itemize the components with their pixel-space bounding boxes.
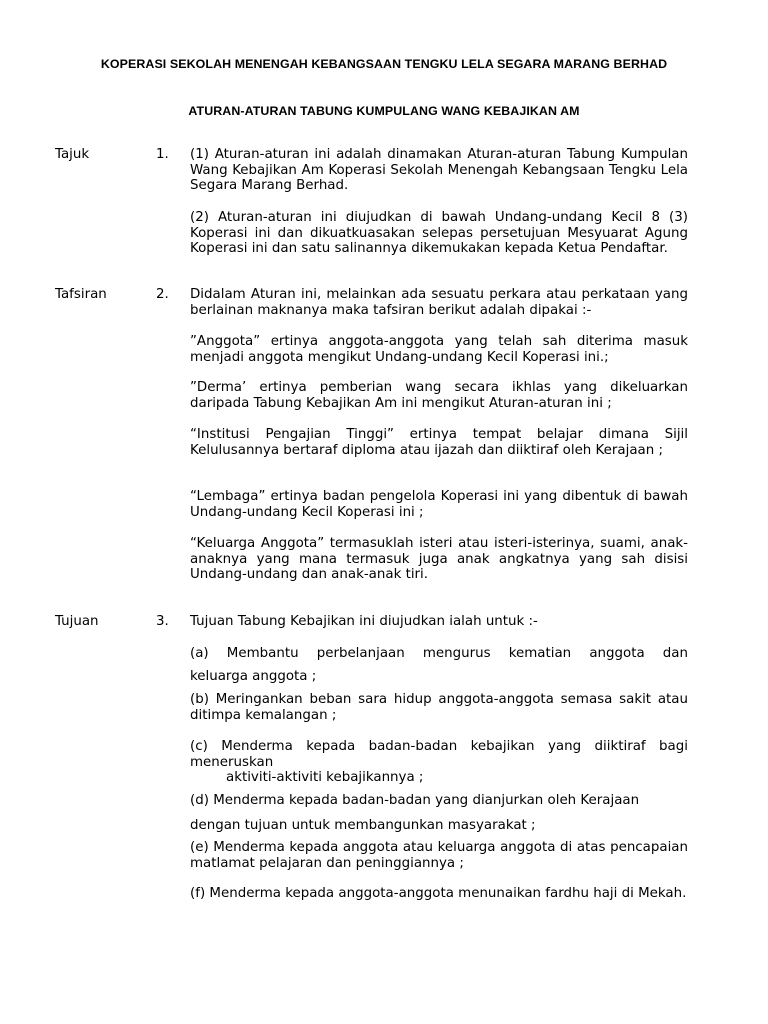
organization-title: KOPERASI SEKOLAH MENENGAH KEBANGSAAN TENGKU LELA SEGARA MARANG BERHAD — [100, 57, 668, 71]
tujuan-item-a-word: mengurus — [422, 646, 491, 661]
tujuan-item-c: (c) Menderma kepada badan-badan kebajikan yang diiktiraf bagi meneruskan — [190, 739, 688, 770]
definition-institusi: “Institusi Pengajian Tinggi” ertinya tempat belajar dimana Sijil Kelulusannya bertaraf diploma atau ijazah dan diiktiraf oleh Kerajaan ; — [190, 427, 688, 458]
document-title: ATURAN-ATURAN TABUNG KUMPULANG WANG KEBAJIKAN AM — [188, 104, 580, 118]
section-number-1: 1. — [156, 147, 169, 162]
definition-anggota: ”Anggota” ertinya anggota-anggota yang telah sah diterima masuk menjadi anggota mengikut Undang-undang Kecil Koperasi ini.; — [190, 334, 688, 365]
tujuan-item-a-continuation: keluarga anggota ; — [190, 669, 317, 684]
tujuan-item-a-word: Membantu — [226, 646, 299, 661]
tujuan-item-a-line1 — [190, 646, 688, 662]
definition-lembaga: “Lembaga” ertinya badan pengelola Koperasi ini yang dibentuk di bawah Undang-undang Kecil Koperasi ini ; — [190, 489, 688, 520]
section-number-3: 3. — [156, 614, 169, 629]
tujuan-item-a-word: kematian — [508, 646, 572, 661]
tafsiran-intro: Didalam Aturan ini, melainkan ada sesuatu perkara atau perkataan yang berlainan maknanya maka tafsiran berikut adalah dipakai :- — [190, 287, 688, 318]
tajuk-clause-1: (1) Aturan-aturan ini adalah dinamakan Aturan-aturan Tabung Kumpulan Wang Kebajikan Am Koperasi Sekolah Menengah Kebangsaan Tengku Lela Segara Marang Berhad. — [190, 147, 688, 193]
tujuan-item-a-word: perbelanjaan — [316, 646, 405, 661]
tajuk-clause-2: (2) Aturan-aturan ini diujudkan di bawah Undang-undang Kecil 8 (3) Koperasi ini dan dikuatkuasakan selepas persetujuan Mesyuarat Agung Koperasi ini dan satu salinannya dikemukakan kepada Ketua Pendaftar. — [190, 210, 688, 256]
tujuan-item-a — [190, 646, 688, 662]
tujuan-item-a-word: dan — [662, 646, 688, 661]
definition-derma: ”Derma’ ertinya pemberian wang secara ikhlas yang dikeluarkan daripada Tabung Kebajikan Am ini mengikut Aturan-aturan ini ; — [190, 380, 688, 411]
tujuan-item-d-continuation: dengan tujuan untuk membangunkan masyarakat ; — [190, 818, 536, 833]
tujuan-item-c-continuation: aktiviti-aktiviti kebajikannya ; — [226, 770, 424, 785]
tujuan-item-e: (e) Menderma kepada anggota atau keluarga anggota di atas pencapaian matlamat pelajaran dan peninggiannya ; — [190, 840, 688, 871]
tujuan-item-f: (f) Menderma kepada anggota-anggota menunaikan fardhu haji di Mekah. — [190, 886, 687, 901]
tujuan-item-a-marker: (a) — [190, 646, 209, 661]
section-label-tajuk: Tajuk — [55, 147, 90, 162]
section-label-tujuan: Tujuan — [55, 614, 99, 629]
tujuan-intro: Tujuan Tabung Kebajikan ini diujudkan ialah untuk :- — [190, 614, 538, 629]
tujuan-item-a-word: anggota — [589, 646, 645, 661]
tujuan-item-b: (b) Meringankan beban sara hidup anggota-anggota semasa sakit atau ditimpa kemalangan ; — [190, 692, 688, 723]
section-number-2: 2. — [156, 287, 169, 302]
definition-keluarga: “Keluarga Anggota” termasuklah isteri atau isteri-isterinya, suami, anak-anaknya yang mana termasuk juga anak angkatnya yang sah disisi Undang-undang dan anak-anak tiri. — [190, 536, 688, 582]
tujuan-item-d: (d) Menderma kepada badan-badan yang dianjurkan oleh Kerajaan — [190, 793, 640, 808]
section-label-tafsiran: Tafsiran — [55, 287, 107, 302]
